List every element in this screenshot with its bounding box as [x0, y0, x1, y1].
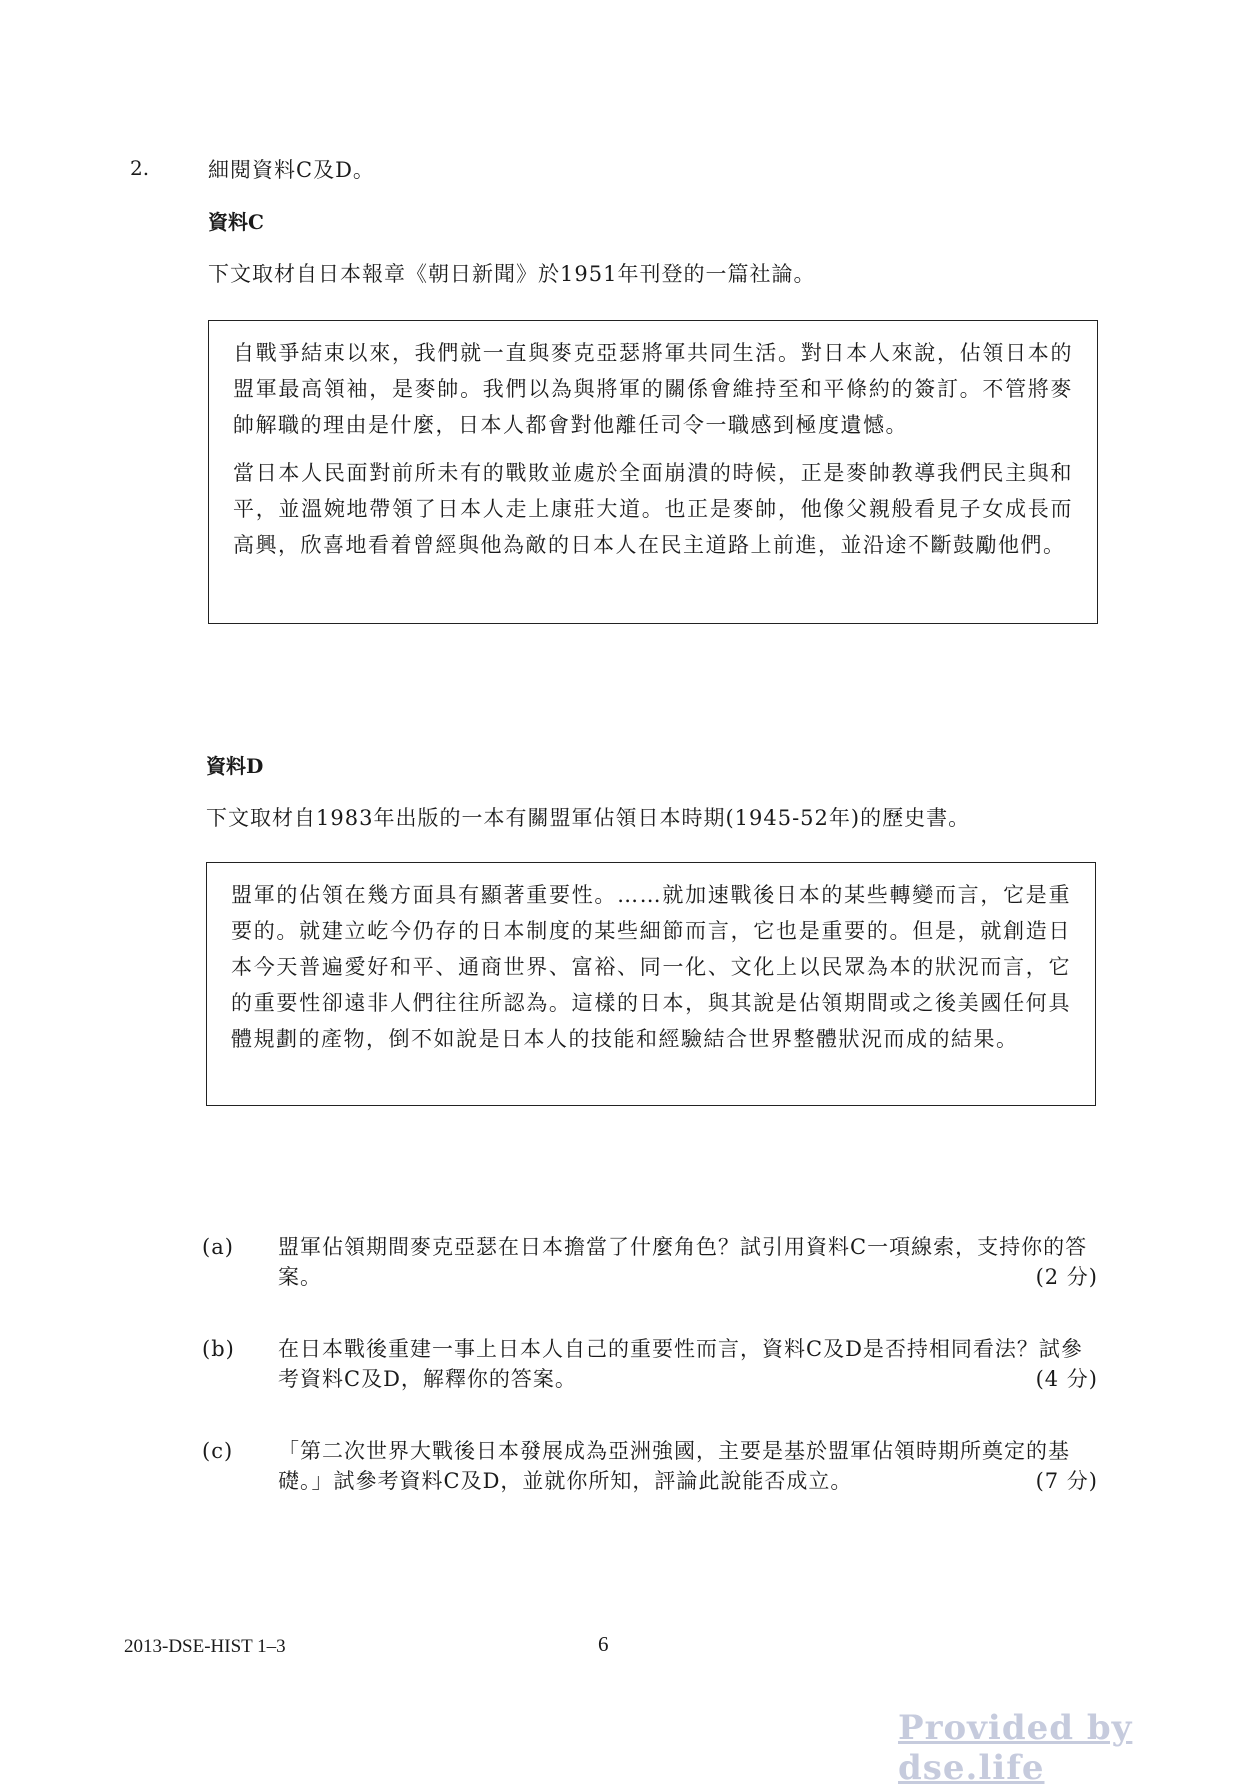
question-intro: 細閱資料C及D。 [208, 158, 375, 182]
source-d-description: 下文取材自1983年出版的一本有關盟軍佔領日本時期(1945-52年)的歷史書。 [206, 806, 971, 830]
subquestion-text: 盟軍佔領期間麥克亞瑟在日本擔當了什麼角色？試引用資料C一項線索，支持你的答案。 [278, 1235, 1088, 1289]
source-d-title: 資料D [206, 754, 264, 778]
subquestion-text: 「第二次世界大戰後日本發展成為亞洲強國，主要是基於盟軍佔領時期所奠定的基礎。」試參考資料C及D，並就你所知，評論此說能否成立。 [278, 1439, 1070, 1493]
paper-code: 2013-DSE-HIST 1–3 [124, 1636, 286, 1657]
page-number: 6 [598, 1632, 609, 1656]
subquestion-label: (a) [202, 1235, 234, 1259]
question-number: 2. [130, 156, 150, 180]
subquestion-c [202, 1436, 1098, 1496]
subquestion-text: 在日本戰後重建一事上日本人自己的重要性而言，資料C及D是否持相同看法？試參考資料C及D，解釋你的答案。 [278, 1337, 1083, 1391]
watermark-link[interactable]: Provided by dse.life [898, 1708, 1133, 1788]
source-c-paragraph: 當日本人民面對前所未有的戰敗並處於全面崩潰的時候，正是麥帥教導我們民主與和平，並溫婉地帶領了日本人走上康莊大道。也正是麥帥，他像父親般看見子女成長而高興，欣喜地看着曾經與他為敵的日本人在民主道路上前進，並沿途不斷鼓勵他們。 [233, 461, 1073, 557]
source-c-box [208, 320, 1098, 624]
source-d-box [206, 862, 1096, 1106]
marks-label: (2 分) [1035, 1265, 1098, 1289]
marks-label: (4 分) [1035, 1367, 1098, 1391]
marks-label: (7 分) [1035, 1469, 1098, 1493]
subquestion-label: (c) [202, 1439, 234, 1463]
source-d-paragraph: 盟軍的佔領在幾方面具有顯著重要性。……就加速戰後日本的某些轉變而言，它是重要的。就建立屹今仍存的日本制度的某些細節而言，它也是重要的。但是，就創造日本今天普遍愛好和平、通商世界、富裕、同一化、文化上以民眾為本的狀況而言，它的重要性卻遠非人們往往所認為。這樣的日本，與其說是佔領期間或之後美國任何具體規劃的產物，倒不如說是日本人的技能和經驗結合世界整體狀況而成的結果。 [231, 883, 1071, 1051]
source-c-title: 資料C [208, 210, 264, 234]
source-c-description: 下文取材自日本報章《朝日新聞》於1951年刊登的一篇社論。 [208, 262, 816, 286]
subquestion-a [202, 1232, 1098, 1292]
subquestion-b [202, 1334, 1098, 1394]
source-c-paragraph: 自戰爭結束以來，我們就一直與麥克亞瑟將軍共同生活。對日本人來說，佔領日本的盟軍最高領袖，是麥帥。我們以為與將軍的關係會維持至和平條約的簽訂。不管將麥帥解職的理由是什麼，日本人都會對他離任司令一職感到極度遺憾。 [233, 341, 1073, 437]
subquestion-label: (b) [202, 1337, 235, 1361]
